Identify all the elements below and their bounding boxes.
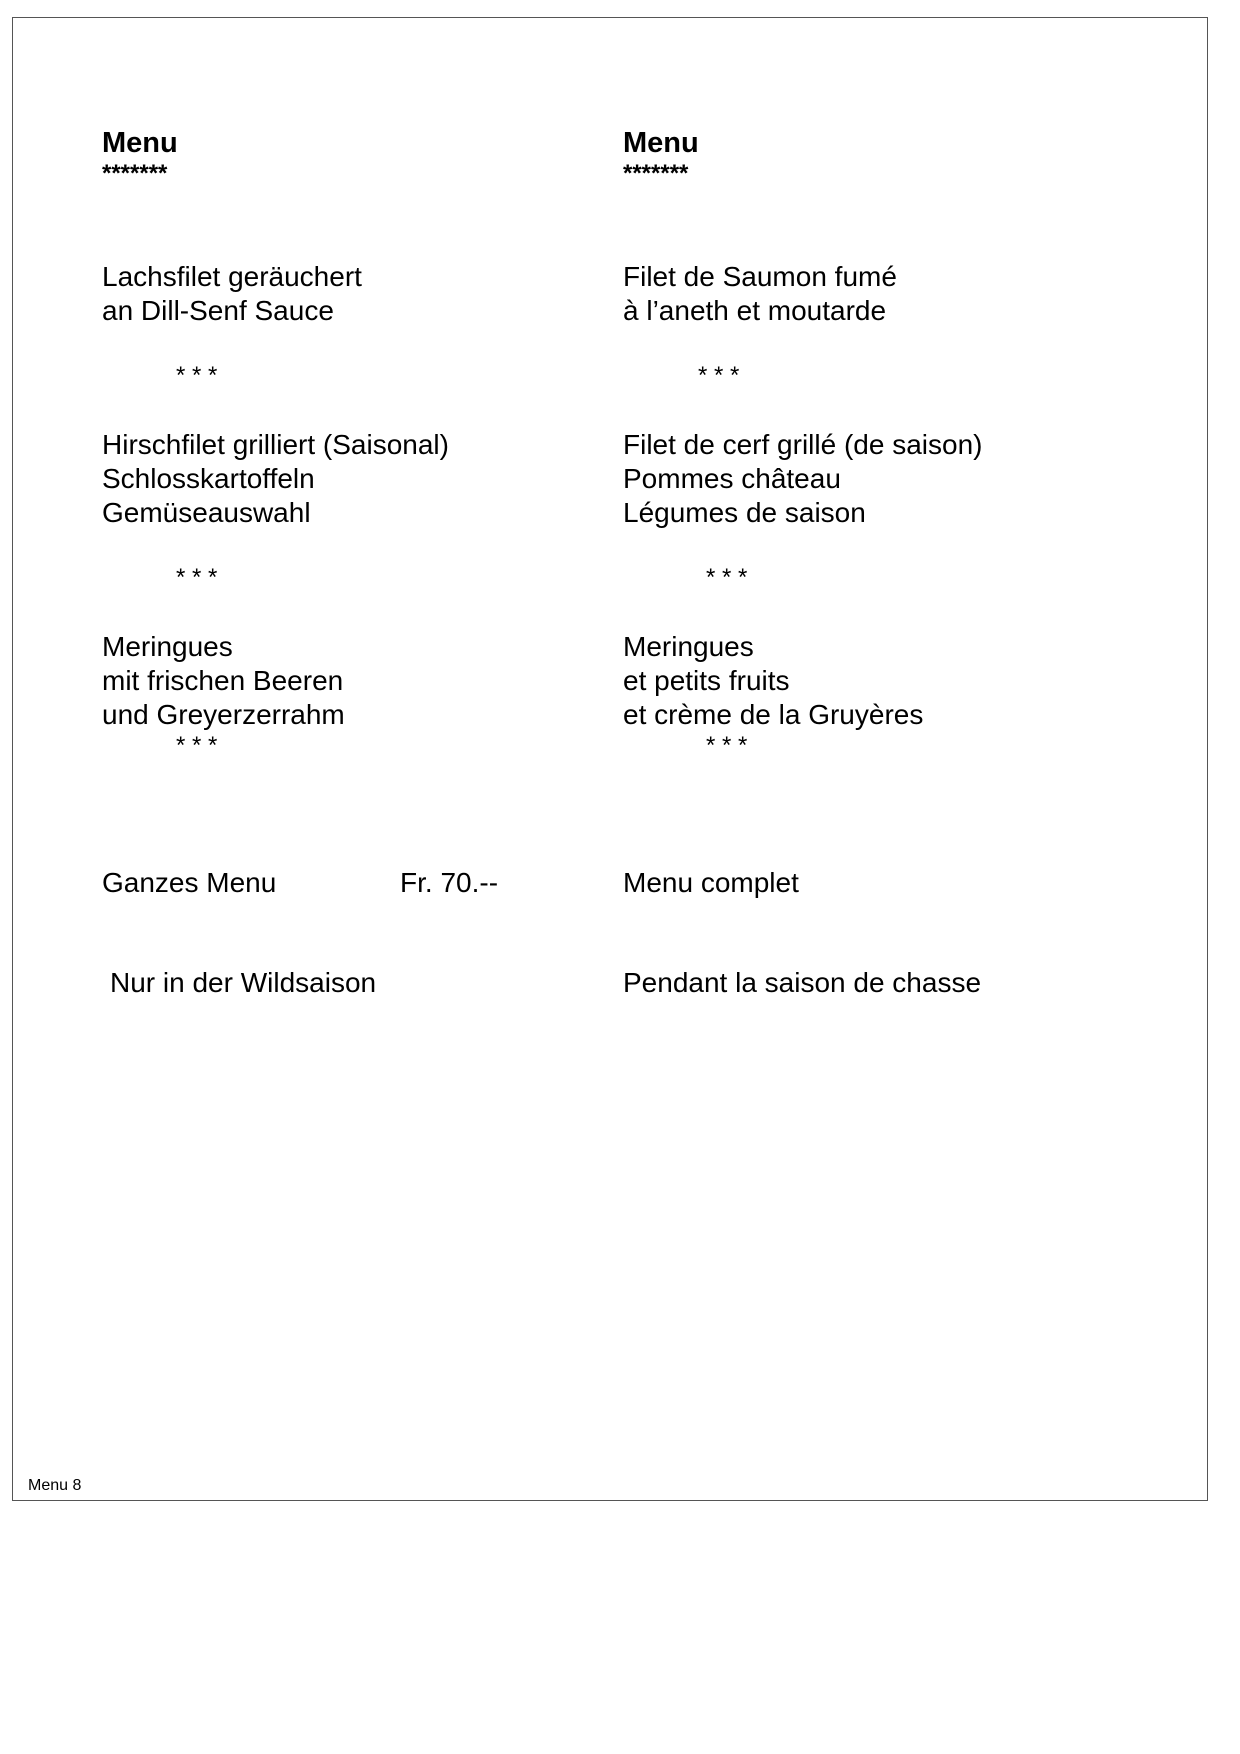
footer-label: Menu 8 [28,1477,82,1494]
french-main-line-3: Légumes de saison [623,497,866,528]
french-dessert-line-1: Meringues [623,631,754,662]
german-main-line-2: Schlosskartoffeln [102,463,315,494]
german-dessert-line-3: und Greyerzerrahm [102,699,345,730]
german-separator-1: * * * [176,362,218,389]
french-season-note: Pendant la saison de chasse [623,967,982,998]
french-dessert-line-3: et crème de la Gruyères [623,699,924,730]
german-main-line-3: Gemüseauswahl [102,497,311,528]
german-dessert-line-2: mit frischen Beeren [102,665,344,696]
french-main-line-1: Filet de cerf grillé (de saison) [623,429,983,460]
french-separator-1: * * * [698,362,740,389]
german-main-line-1: Hirschfilet grilliert (Saisonal) [102,429,449,460]
page-frame [12,17,1208,1501]
german-heading-rule: ******* [102,160,168,187]
french-heading: Menu [623,127,699,159]
german-full-menu-label: Ganzes Menu [102,867,277,898]
french-separator-2: * * * [706,564,748,591]
german-dessert-line-1: Meringues [102,631,233,662]
german-separator-2: * * * [176,564,218,591]
french-full-menu-label: Menu complet [623,867,799,898]
french-main-line-2: Pommes château [623,463,841,494]
german-starter-line-1: Lachsfilet geräuchert [102,261,362,292]
french-starter-line-2: à l’aneth et moutarde [623,295,887,326]
french-dessert-line-2: et petits fruits [623,665,790,696]
french-heading-rule: ******* [623,160,689,187]
german-separator-3: * * * [176,732,218,759]
german-heading: Menu [102,127,178,159]
german-starter-line-2: an Dill-Senf Sauce [102,295,334,326]
french-separator-3: * * * [706,732,748,759]
french-starter-line-1: Filet de Saumon fumé [623,261,897,292]
german-price: Fr. 70.-- [400,867,499,898]
german-season-note: Nur in der Wildsaison [110,967,377,998]
